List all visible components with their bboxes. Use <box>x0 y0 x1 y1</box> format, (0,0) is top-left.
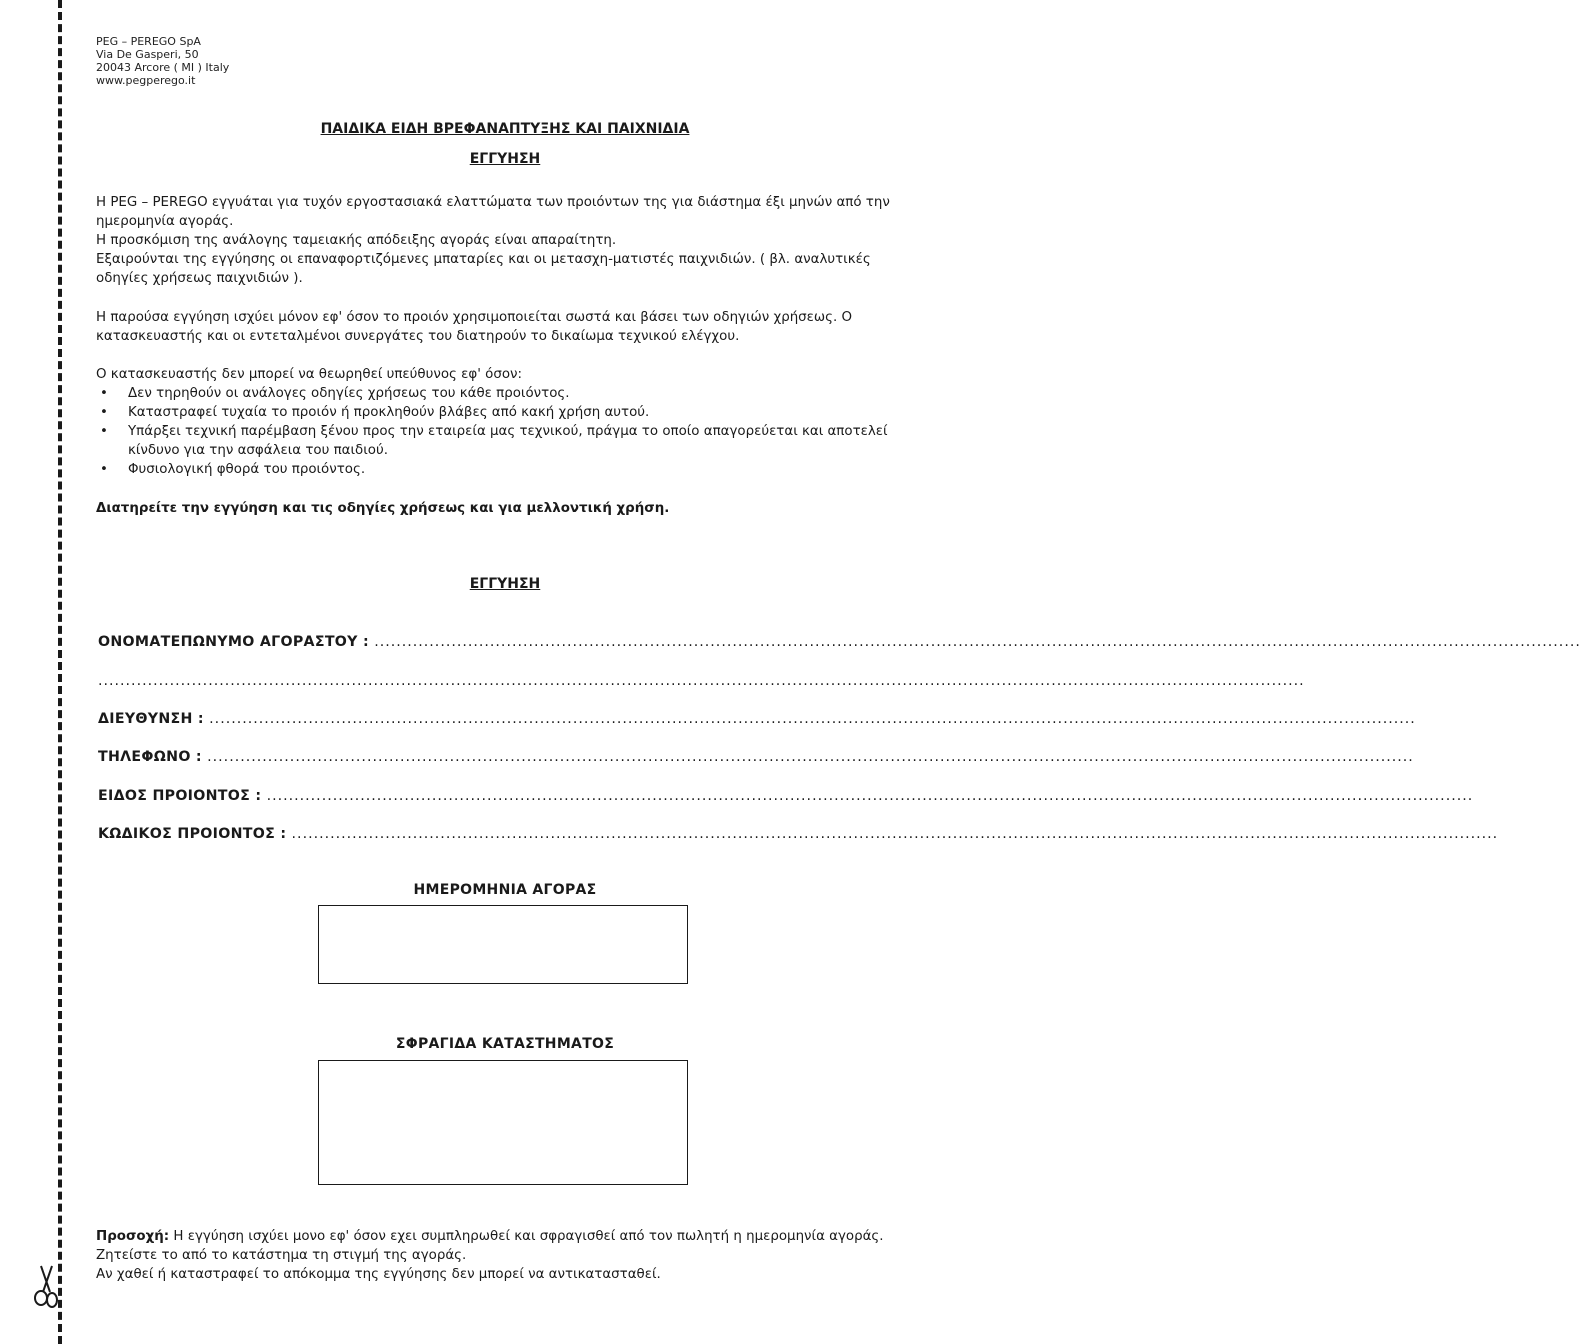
buyer-name-field[interactable] <box>98 632 1581 652</box>
company-website: www.pegperego.it <box>96 74 196 87</box>
validity-text: Η παρούσα εγγύηση ισχύει μόνον εφ' όσον το προιόν χρησιμοποιείται σωστά και βάσει των οδηγιών χρήσεως. Ο κατασκευαστής και οι εντεταλμένοι συνεργάτες του διατηρούν το δικαίωμα τεχνικού ελέγχου. <box>96 310 853 344</box>
footer-line: Ζητείστε το από το κατάστημα τη στιγμή της αγοράς. <box>96 1248 467 1263</box>
product-code-field[interactable] <box>98 824 1499 844</box>
fill-line: ........................................................................................................................................................................................................................... <box>374 634 1581 650</box>
product-code-label: ΚΩΔΙΚΟΣ ΠΡΟΙΟΝΤΟΣ : <box>98 826 287 842</box>
purchase-date-box[interactable] <box>318 905 688 984</box>
buyer-name-continuation-field[interactable] <box>98 671 1305 691</box>
fill-line: ........................................................................................................................................................................................................................... <box>209 711 1416 727</box>
store-stamp-box[interactable] <box>318 1060 688 1185</box>
fill-line: ........................................................................................................................................................................................................................... <box>98 673 1305 689</box>
liability-section <box>96 365 911 479</box>
product-type-field[interactable] <box>98 786 1474 806</box>
company-name: PEG – PEREGO SpA <box>96 35 201 48</box>
terms-line: Εξαιρούνται της εγγύησης οι επαναφορτιζόμενες μπαταρίες και οι μετασχη-ματιστές παιχνιδιών. ( βλ. αναλυτικές οδηγίες χρήσεως παιχνιδιών ). <box>96 252 871 286</box>
address-field[interactable] <box>98 709 1416 729</box>
address-label: ΔΙΕΥΘΥΝΣΗ : <box>98 711 204 727</box>
list-item: • Καταστραφεί τυχαία το προιόν ή προκληθούν βλάβες από κακή χρήση αυτού. <box>96 403 911 422</box>
validity-paragraph <box>96 308 911 346</box>
fill-line: ........................................................................................................................................................................................................................... <box>291 826 1499 842</box>
liability-list <box>96 384 911 479</box>
form-heading: ΕΓΓΥΗΣΗ <box>469 576 541 592</box>
attention-label: Προσοχή: <box>96 1229 170 1244</box>
cut-line <box>58 0 62 1344</box>
store-stamp-label: ΣΦΡΑΓΙΔΑ ΚΑΤΑΣΤΗΜΑΤΟΣ <box>395 1036 615 1052</box>
fill-line: ........................................................................................................................................................................................................................... <box>207 749 1414 765</box>
list-item: • Δεν τηρηθούν οι ανάλογες οδηγίες χρήσεως του κάθε προιόντος. <box>96 384 911 403</box>
company-info <box>96 35 229 87</box>
purchase-date-label: ΗΜΕΡΟΜΗΝΙΑ ΑΓΟΡΑΣ <box>413 882 597 898</box>
footer-line: Αν χαθεί ή καταστραφεί το απόκομμα της εγγύησης δεν μπορεί να αντικατασταθεί. <box>96 1267 661 1282</box>
attention-text: Η εγγύηση ισχύει μονο εφ' όσον εχει συμπληρωθεί και σφραγισθεί από τον πωλητή η ημερομηνία αγοράς. <box>169 1229 884 1244</box>
footer-note <box>96 1227 911 1284</box>
document-title: ΠΑΙΔΙΚΑ ΕΙΔΗ ΒΡΕΦΑΝΑΠΤΥΞΗΣ ΚΑΙ ΠΑΙΧΝΙΔΙΑ <box>320 121 690 137</box>
warranty-terms <box>96 193 911 288</box>
company-city: 20043 Arcore ( MI ) Italy <box>96 61 230 74</box>
terms-line: Η προσκόμιση της ανάλογης ταμειακής απόδειξης αγοράς είναι απαραίτητη. <box>96 233 617 248</box>
fill-line: ........................................................................................................................................................................................................................... <box>266 788 1474 804</box>
company-street: Via De Gasperi, 50 <box>96 48 199 61</box>
list-item: • Φυσιολογική φθορά του προιόντος. <box>96 460 911 479</box>
terms-line: Η PEG – PEREGO εγγυάται για τυχόν εργοστασιακά ελαττώματα των προιόντων της για διάστημα έξι μηνών από την ημερομηνία αγοράς. <box>96 195 890 229</box>
phone-label: ΤΗΛΕΦΩΝΟ : <box>98 749 202 765</box>
attention-line <box>96 1227 911 1246</box>
scissors-icon <box>28 1262 64 1310</box>
document-subtitle: ΕΓΓΥΗΣΗ <box>469 151 541 167</box>
keep-note: Διατηρείτε την εγγύηση και τις οδηγίες χρήσεως και για μελλοντική χρήση. <box>96 501 670 516</box>
buyer-name-label: ΟΝΟΜΑΤΕΠΩΝΥΜΟ ΑΓΟΡΑΣΤΟΥ : <box>98 634 369 650</box>
list-item: • Υπάρξει τεχνική παρέμβαση ξένου προς την εταιρεία μας τεχνικού, πράγμα το οποίο απαγορεύεται και αποτελεί κίνδυνο για την ασφάλεια του παιδιού. <box>96 422 911 460</box>
phone-field[interactable] <box>98 747 1414 767</box>
liability-intro: Ο κατασκευαστής δεν μπορεί να θεωρηθεί υπεύθυνος εφ' όσον: <box>96 367 523 382</box>
product-type-label: ΕΙΔΟΣ ΠΡΟΙΟΝΤΟΣ : <box>98 788 262 804</box>
